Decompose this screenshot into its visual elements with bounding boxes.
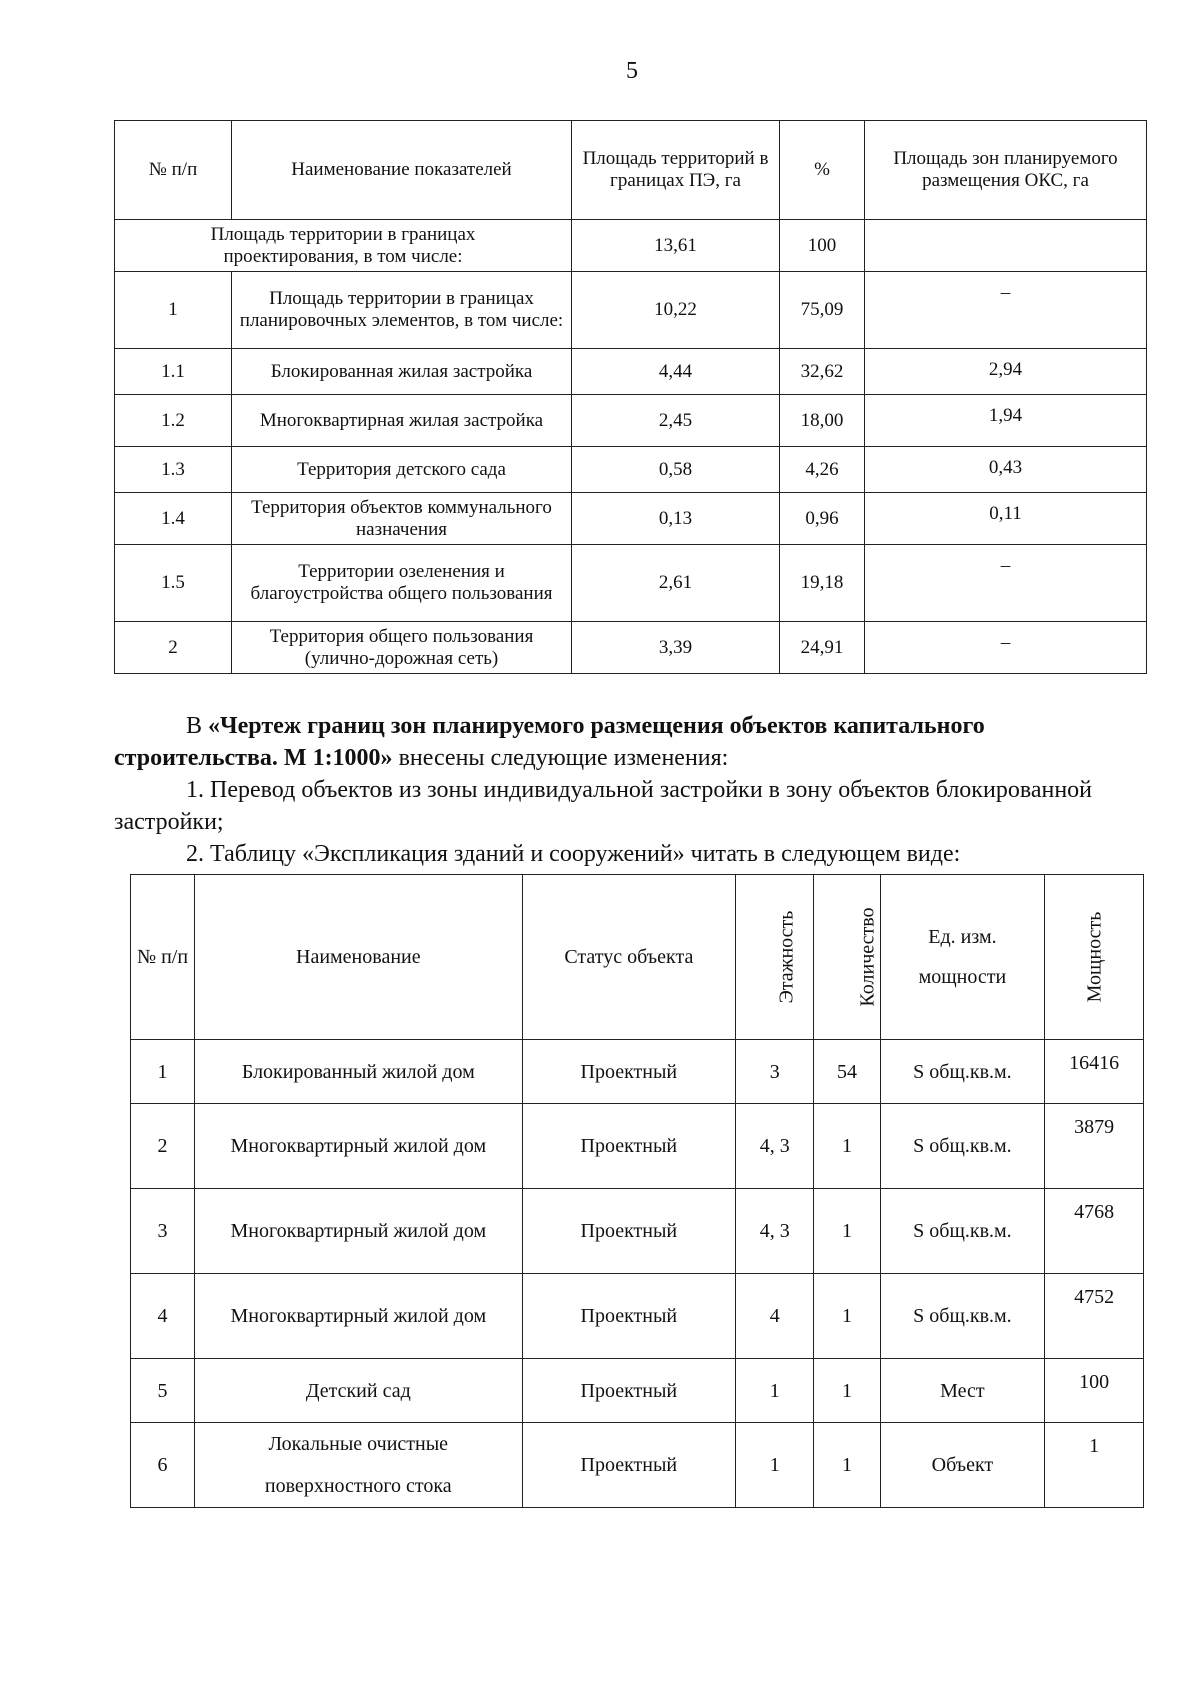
row-floors: 4 [736,1274,814,1359]
header-count-label: Количество [857,907,879,1007]
row-floors: 1 [736,1359,814,1423]
row-power: 4752 [1045,1274,1144,1359]
header-power [1045,875,1144,1040]
total-area: 13,61 [572,220,780,272]
header-area: Площадь территорий в границах ПЭ, га [572,121,780,220]
row-name: Многоквартирный жилой дом [195,1274,522,1359]
row-status: Проектный [522,1189,736,1274]
row-name: Локальные очистные поверхностного стока [195,1423,522,1508]
row-name: Многоквартирная жилая застройка [232,395,572,447]
header-status: Статус объекта [522,875,736,1040]
row-num: 6 [131,1423,195,1508]
table-row [131,1359,1144,1423]
header-floors-label: Этажность [775,910,798,1004]
row-oks: 0,43 [865,447,1147,493]
row-count: 1 [814,1359,880,1423]
row-num: 1 [115,272,232,349]
table-row [115,545,1147,622]
header-name: Наименование [195,875,522,1040]
table-row [131,1189,1144,1274]
paragraph-tail: внесены следующие изменения: [392,745,729,771]
row-oks: – [865,622,1147,674]
header-num: № п/п [115,121,232,220]
header-power-label: Мощность [1083,911,1106,1003]
row-num: 4 [131,1274,195,1359]
row-percent: 24,91 [780,622,865,674]
row-name: Территории озеленения и благоустройства общего пользования [232,545,572,622]
row-percent: 32,62 [780,349,865,395]
row-name: Блокированный жилой дом [195,1040,522,1104]
row-area: 3,39 [572,622,780,674]
row-oks: – [865,272,1147,349]
row-num: 3 [131,1189,195,1274]
row-power: 4768 [1045,1189,1144,1274]
table-row [115,395,1147,447]
table-row [115,349,1147,395]
row-count: 1 [814,1104,880,1189]
row-area: 10,22 [572,272,780,349]
header-num: № п/п [131,875,195,1040]
row-floors: 3 [736,1040,814,1104]
changes-paragraph [114,710,1146,774]
table-row [131,1274,1144,1359]
header-count [814,875,880,1040]
row-num: 2 [115,622,232,674]
total-row [115,220,1147,272]
table-row [115,447,1147,493]
row-floors: 4, 3 [736,1189,814,1274]
row-num: 1.2 [115,395,232,447]
row-status: Проектный [522,1274,736,1359]
drawing-title: «Чертеж границ зон планируемого размещения объектов капитального строительства. М 1:1000» [114,713,985,771]
row-num: 1.5 [115,545,232,622]
table-row [115,622,1147,674]
change-item-1 [114,774,1146,838]
row-name: Территория общего пользования (улично-дорожная сеть) [232,622,572,674]
row-oks: 0,11 [865,493,1147,545]
row-count: 54 [814,1040,880,1104]
total-label: Площадь территории в границах проектирования, в том числе: [115,220,572,272]
row-unit: S общ.кв.м. [880,1189,1045,1274]
row-area: 2,61 [572,545,780,622]
row-unit: S общ.кв.м. [880,1040,1045,1104]
total-percent: 100 [780,220,865,272]
row-num: 2 [131,1104,195,1189]
page-number: 5 [626,58,638,84]
row-name: Площадь территории в границах планировочных элементов, в том числе: [232,272,572,349]
row-area: 2,45 [572,395,780,447]
row-status: Проектный [522,1423,736,1508]
row-area: 0,58 [572,447,780,493]
row-num: 1.4 [115,493,232,545]
row-percent: 0,96 [780,493,865,545]
row-status: Проектный [522,1040,736,1104]
row-num: 5 [131,1359,195,1423]
row-name: Блокированная жилая застройка [232,349,572,395]
row-unit: Объект [880,1423,1045,1508]
change-item-2-text: 2. Таблицу «Экспликация зданий и сооружений» читать в следующем виде: [186,841,961,867]
header-name: Наименование показателей [232,121,572,220]
row-name: Территория детского сада [232,447,572,493]
row-power: 100 [1045,1359,1144,1423]
paragraph-intro: В [186,713,209,739]
row-name: Многоквартирный жилой дом [195,1189,522,1274]
row-name: Многоквартирный жилой дом [195,1104,522,1189]
table-row [115,493,1147,545]
table-row [115,272,1147,349]
row-status: Проектный [522,1104,736,1189]
row-name: Территория объектов коммунального назначения [232,493,572,545]
buildings-table [130,874,1144,1508]
row-floors: 1 [736,1423,814,1508]
table-row [131,1040,1144,1104]
row-percent: 19,18 [780,545,865,622]
header-unit: Ед. изм. мощности [880,875,1045,1040]
table-row [131,1104,1144,1189]
row-percent: 75,09 [780,272,865,349]
indicators-table [114,120,1147,674]
row-power: 1 [1045,1423,1144,1508]
total-oks [865,220,1147,272]
header-floors [736,875,814,1040]
row-area: 0,13 [572,493,780,545]
row-count: 1 [814,1423,880,1508]
row-status: Проектный [522,1359,736,1423]
table-header-row [131,875,1144,1040]
change-item-1-text: 1. Перевод объектов из зоны индивидуальной застройки в зону объектов блокированной застройки; [114,777,1093,835]
row-num: 1.1 [115,349,232,395]
row-power: 16416 [1045,1040,1144,1104]
table-row [131,1423,1144,1508]
row-oks: – [865,545,1147,622]
row-num: 1.3 [115,447,232,493]
row-count: 1 [814,1189,880,1274]
row-unit: Мест [880,1359,1045,1423]
row-area: 4,44 [572,349,780,395]
row-floors: 4, 3 [736,1104,814,1189]
row-name: Детский сад [195,1359,522,1423]
row-oks: 1,94 [865,395,1147,447]
row-count: 1 [814,1274,880,1359]
row-num: 1 [131,1040,195,1104]
row-power: 3879 [1045,1104,1144,1189]
row-percent: 4,26 [780,447,865,493]
row-oks: 2,94 [865,349,1147,395]
row-unit: S общ.кв.м. [880,1274,1045,1359]
change-item-2 [114,838,1146,870]
table-header-row [115,121,1147,220]
header-percent: % [780,121,865,220]
row-percent: 18,00 [780,395,865,447]
row-unit: S общ.кв.м. [880,1104,1045,1189]
header-oks: Площадь зон планируемого размещения ОКС, га [865,121,1147,220]
